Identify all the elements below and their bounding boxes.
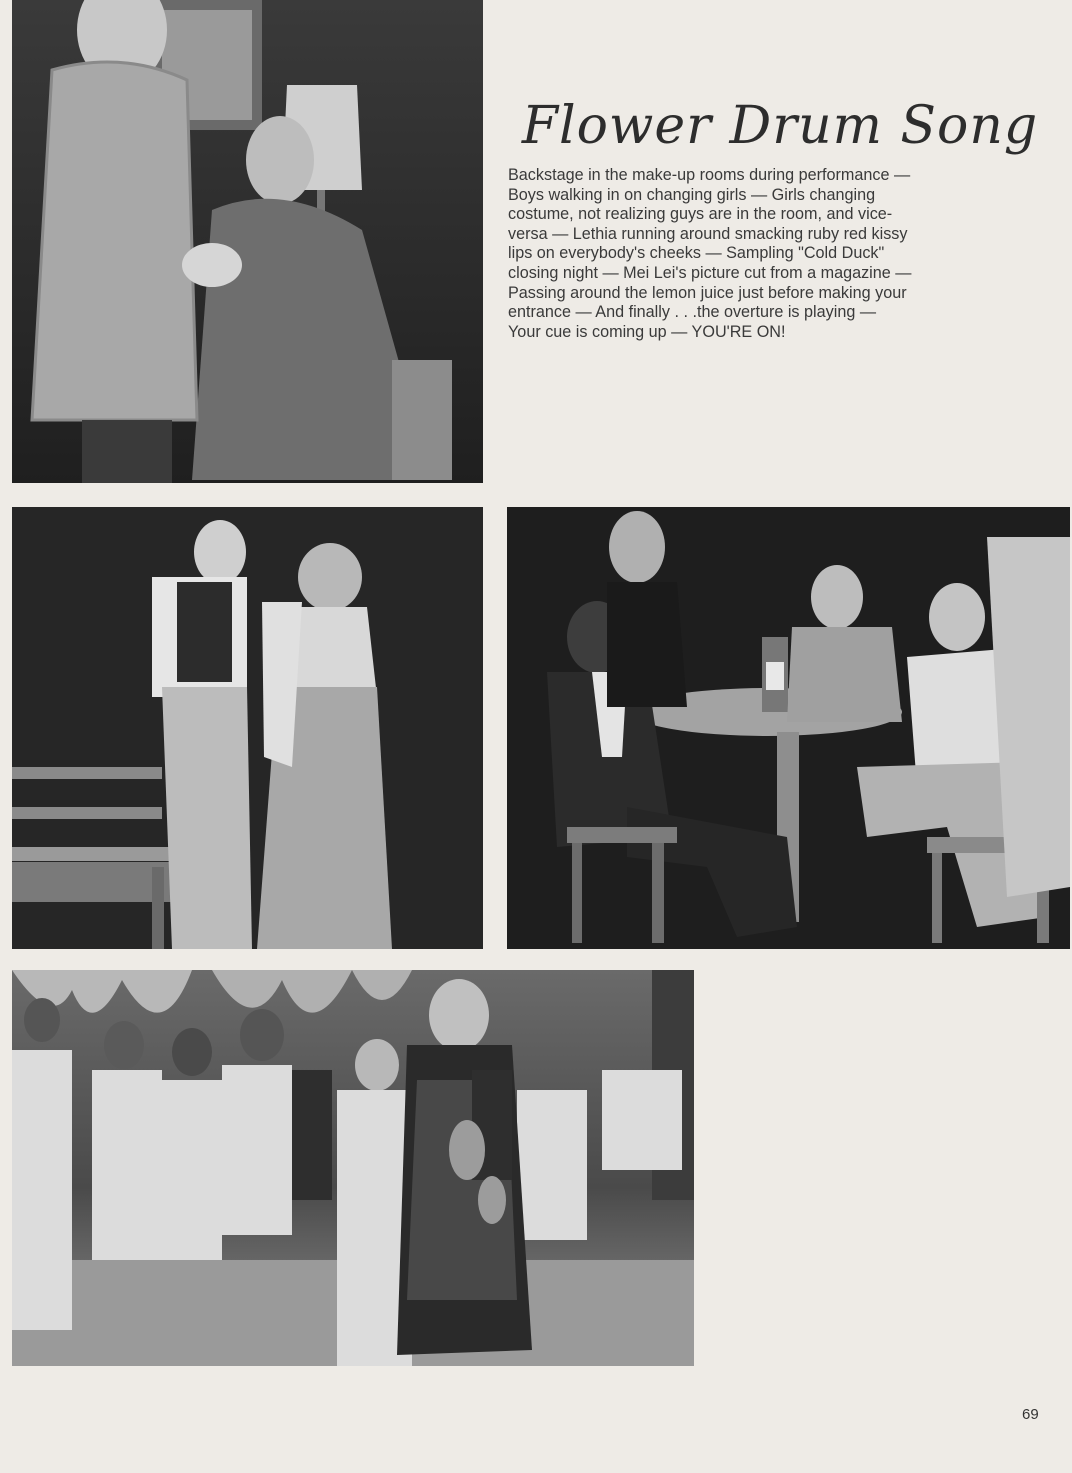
caption-line: entrance — And finally . . .the overture is playing — — [508, 303, 877, 322]
caption-line: lips on everybody's cheeks — Sampling "Cold Duck" — [508, 244, 885, 263]
caption-line: Passing around the lemon juice just before making your — [508, 283, 907, 302]
photo-backstage — [12, 0, 483, 483]
photo-couple-image — [12, 507, 483, 949]
page-number: 69 — [1022, 1406, 1039, 1423]
photo-dancers — [12, 970, 694, 1366]
photo-couple — [12, 507, 483, 949]
page-title: Flower Drum Song — [521, 96, 1039, 156]
caption-line: costume, not realizing guys are in the room, and vice- — [508, 205, 893, 224]
caption-line: versa — Lethia running around smacking ruby red kissy — [508, 224, 908, 243]
caption-line: closing night — Mei Lei's picture cut from a magazine — — [508, 263, 912, 282]
photo-table-scene-image — [507, 507, 1070, 949]
photo-dancers-image — [12, 970, 694, 1366]
caption-line: Your cue is coming up — YOU'RE ON! — [508, 322, 786, 341]
caption-text — [508, 166, 1013, 342]
caption-line: Boys walking in on changing girls — Girls changing — [508, 185, 876, 204]
caption-line: Backstage in the make-up rooms during performance — — [508, 166, 911, 184]
photo-backstage-image — [12, 0, 483, 483]
photo-table-scene — [507, 507, 1070, 949]
